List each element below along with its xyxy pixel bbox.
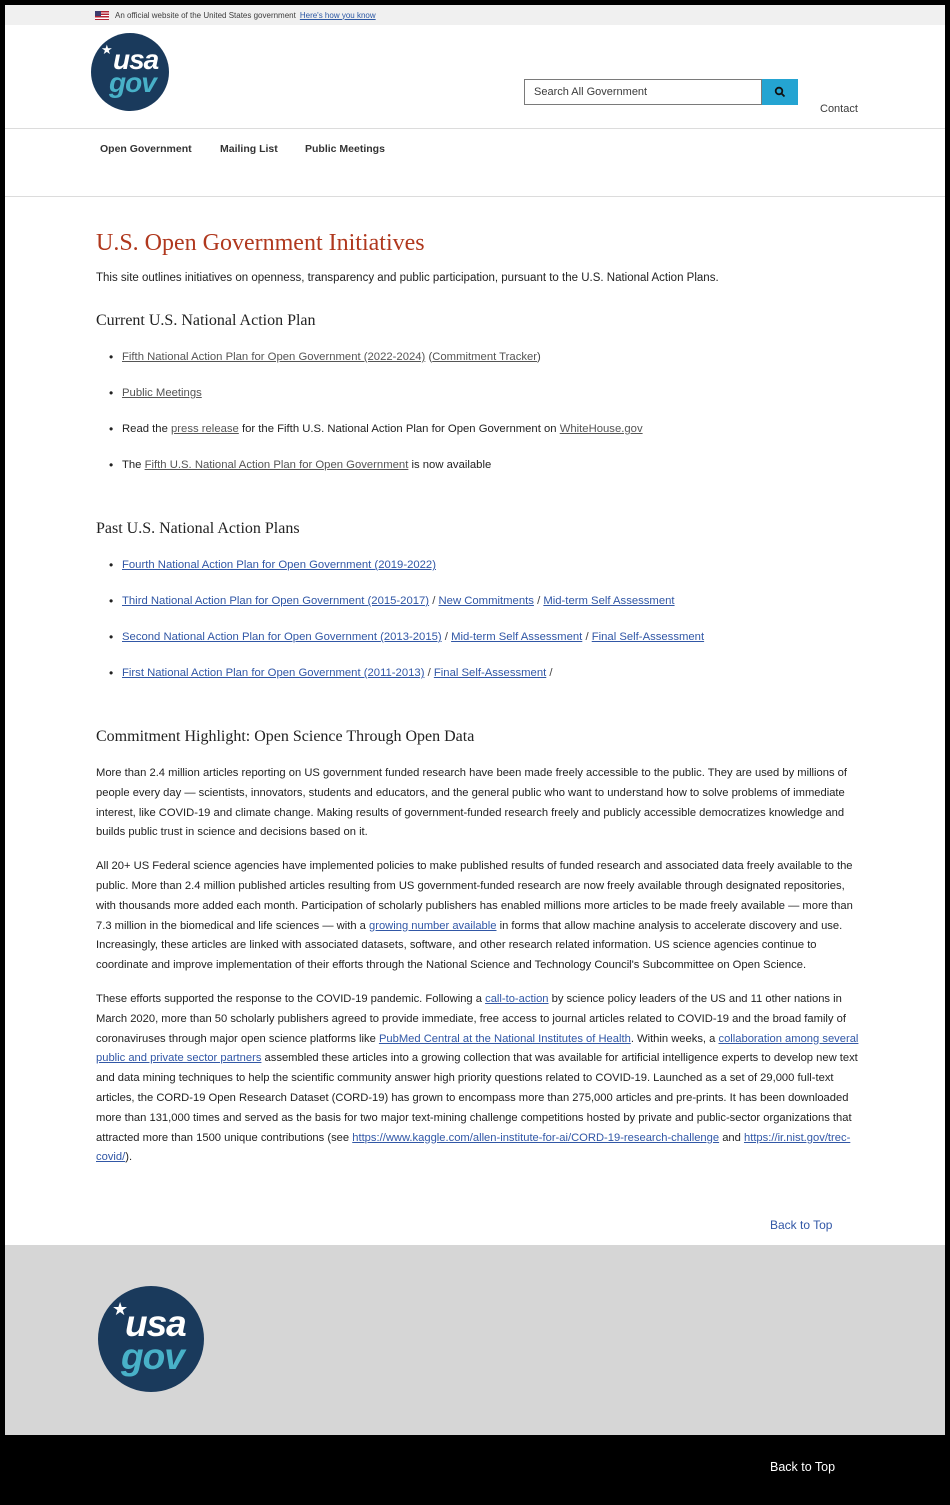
usagov-logo[interactable] [91, 33, 169, 111]
footer-usagov-logo[interactable] [98, 1286, 204, 1392]
first-plan-link[interactable]: First National Action Plan for Open Government (2011-2013) [122, 667, 425, 679]
logo-gov-text: gov [109, 67, 156, 98]
para-text: . Within weeks, a [630, 1032, 719, 1045]
para-text: in forms that allow machine analysis to accelerate discovery and use. Increasingly, these articles are linked with associated datasets, software, and other research related information. US science agencies continue to coordinate and improve implementation of their efforts through the National Science and Technology Council's Subcommittee on Open Science. [96, 919, 843, 972]
logo-usa-text: usa [125, 1303, 186, 1344]
list-item: • Fifth National Action Plan for Open Government (2022-2024) (Commitment Tracker) [109, 348, 855, 384]
search-icon [774, 86, 786, 98]
site-footer [5, 1245, 945, 1435]
star-icon: ★ [112, 1299, 129, 1319]
search-form [524, 79, 798, 105]
fifth-plan-available-link[interactable]: Fifth U.S. National Action Plan for Open Government [144, 459, 409, 471]
fourth-plan-link[interactable]: Fourth National Action Plan for Open Government (2019-2022) [122, 559, 436, 571]
paragraph-1: More than 2.4 million articles reporting on US government funded research have been made freely accessible to the public. They are used by millions of people every day — scientists, innovators, students and educators, and the general public who want to understand how to solve problems of immediate interest, like COVID-19 and climate change. Making results of government-funded research freely and publicly accessible democratizes knowledge and builds public trust in science and decisions based on it. [96, 767, 848, 839]
us-flag-icon [95, 11, 109, 20]
list-item [109, 456, 855, 492]
logo-usa-text: usa [113, 44, 159, 75]
para-text: assembled these articles into a growing collection that was available for artificial intelligence experts to develop new text and data mining techniques to help the scientific community answer high priority questions related to COVID-19. Launched as a set of 29,000 full-text articles, the CORD-19 Open Research Dataset (CORD-19) has grown to encompass more than 275,000 articles and pre-prints. It has been downloaded more than 131,000 times and served as the basis for two major text-mining challenge competitions hosted by private and public-sector organizations that attracted more than 1500 unique contributions (see [96, 1052, 858, 1144]
highlight-heading: Commitment Highlight: Open Science Through Open Data [96, 728, 475, 745]
nav-open-government[interactable]: Open Government [100, 143, 192, 155]
third-midterm-link[interactable]: Mid-term Self Assessment [543, 595, 675, 607]
trec-covid-link[interactable]: https://ir.nist.gov/trec-covid/ [96, 1131, 851, 1164]
star-icon: ★ [101, 42, 113, 57]
list-item: • Second National Action Plan for Open Government (2013-2015) / Mid-term Self Assessment / Final Self-Assessment [109, 628, 855, 664]
list-text: The [122, 459, 145, 471]
second-midterm-link[interactable]: Mid-term Self Assessment [451, 631, 583, 643]
public-meetings-link[interactable]: Public Meetings [122, 387, 202, 399]
nav-public-meetings[interactable]: Public Meetings [305, 143, 385, 155]
banner-text: An official website of the United States government [115, 10, 296, 20]
list-text: is now available [408, 459, 492, 471]
para-text: by science policy leaders of the US and 11 other nations in March 2020, more than 50 scholarly publishers agreed to provide immediate, free access to journal articles related to COVID-19 and the broad family of coronaviruses through major open science platforms like [96, 992, 846, 1045]
new-commitments-link[interactable]: New Commitments [438, 595, 534, 607]
search-button[interactable] [762, 79, 798, 105]
footer-back-to-top-link[interactable]: Back to Top [770, 1460, 836, 1474]
page-frame [5, 5, 945, 1500]
past-plans-heading: Past U.S. National Action Plans [96, 520, 300, 537]
para-text: All 20+ US Federal science agencies have implemented policies to make published results of funded research and associated data freely available to the public. More than 2.4 million published articles resulting from US government-funded research are now freely available through designated repositories, with thousands more added each month. Participation of scholarly publishers has enabled millions more articles to be made freely available — more than 7.3 million in the biomedical and life sciences — with a [96, 860, 853, 932]
growing-number-link[interactable]: growing number available [369, 919, 497, 932]
commitment-tracker-link[interactable]: Commitment Tracker [432, 351, 538, 363]
heres-how-you-know-link[interactable]: Here's how you know [299, 10, 376, 20]
press-release-link[interactable]: press release [171, 423, 239, 435]
pubmed-central-link[interactable]: PubMed Central at the National Institutes of Health [378, 1032, 631, 1045]
intro-text: This site outlines initiatives on openness, transparency and public participation, pursuant to the U.S. National Action Plans. [96, 272, 719, 284]
list-item: • First National Action Plan for Open Government (2011-2013) / Final Self-Assessment / [109, 664, 855, 700]
nav-mailing-list[interactable]: Mailing List [220, 143, 278, 155]
first-final-link[interactable]: Final Self-Assessment [433, 667, 547, 679]
paragraph-2 [96, 857, 861, 976]
second-plan-link[interactable]: Second National Action Plan for Open Government (2013-2015) [122, 631, 442, 643]
back-to-top-link[interactable]: Back to Top [770, 1218, 833, 1232]
list-item [109, 420, 855, 456]
call-to-action-link[interactable]: call-to-action [485, 992, 549, 1005]
whitehouse-link[interactable]: WhiteHouse.gov [559, 423, 643, 435]
fifth-plan-link[interactable]: Fifth National Action Plan for Open Government (2022-2024) [122, 351, 426, 363]
paragraph-3 [96, 990, 861, 1168]
list-item: • Third National Action Plan for Open Government (2015-2017) / New Commitments / Mid-term Self Assessment [109, 592, 855, 628]
contact-link[interactable]: Contact [820, 103, 858, 115]
kaggle-link[interactable]: https://www.kaggle.com/allen-institute-for-ai/CORD-19-research-challenge [352, 1131, 720, 1144]
logo-gov-text: gov [121, 1336, 184, 1377]
main-nav [5, 129, 945, 197]
current-plan-heading: Current U.S. National Action Plan [96, 312, 316, 329]
main-content [5, 197, 859, 1168]
second-final-link[interactable]: Final Self-Assessment [591, 631, 705, 643]
official-banner [5, 5, 945, 25]
current-plan-list [109, 348, 855, 492]
para-text: and [719, 1131, 744, 1144]
list-text: for the Fifth U.S. National Action Plan for Open Government on [238, 423, 560, 435]
list-text: Read the [122, 423, 171, 435]
site-header [5, 25, 945, 129]
past-plans-list [109, 556, 855, 700]
para-text: These efforts supported the response to the COVID-19 pandemic. Following a [96, 992, 486, 1005]
collaboration-link[interactable]: collaboration among several public and private sector partners [96, 1032, 859, 1065]
third-plan-link[interactable]: Third National Action Plan for Open Government (2015-2017) [122, 595, 430, 607]
page-title: U.S. Open Government Initiatives [96, 230, 425, 256]
bottom-bar [5, 1435, 945, 1500]
list-item [109, 384, 855, 420]
search-input[interactable] [524, 79, 762, 105]
para-text: ). [125, 1151, 133, 1164]
list-item [109, 556, 855, 592]
